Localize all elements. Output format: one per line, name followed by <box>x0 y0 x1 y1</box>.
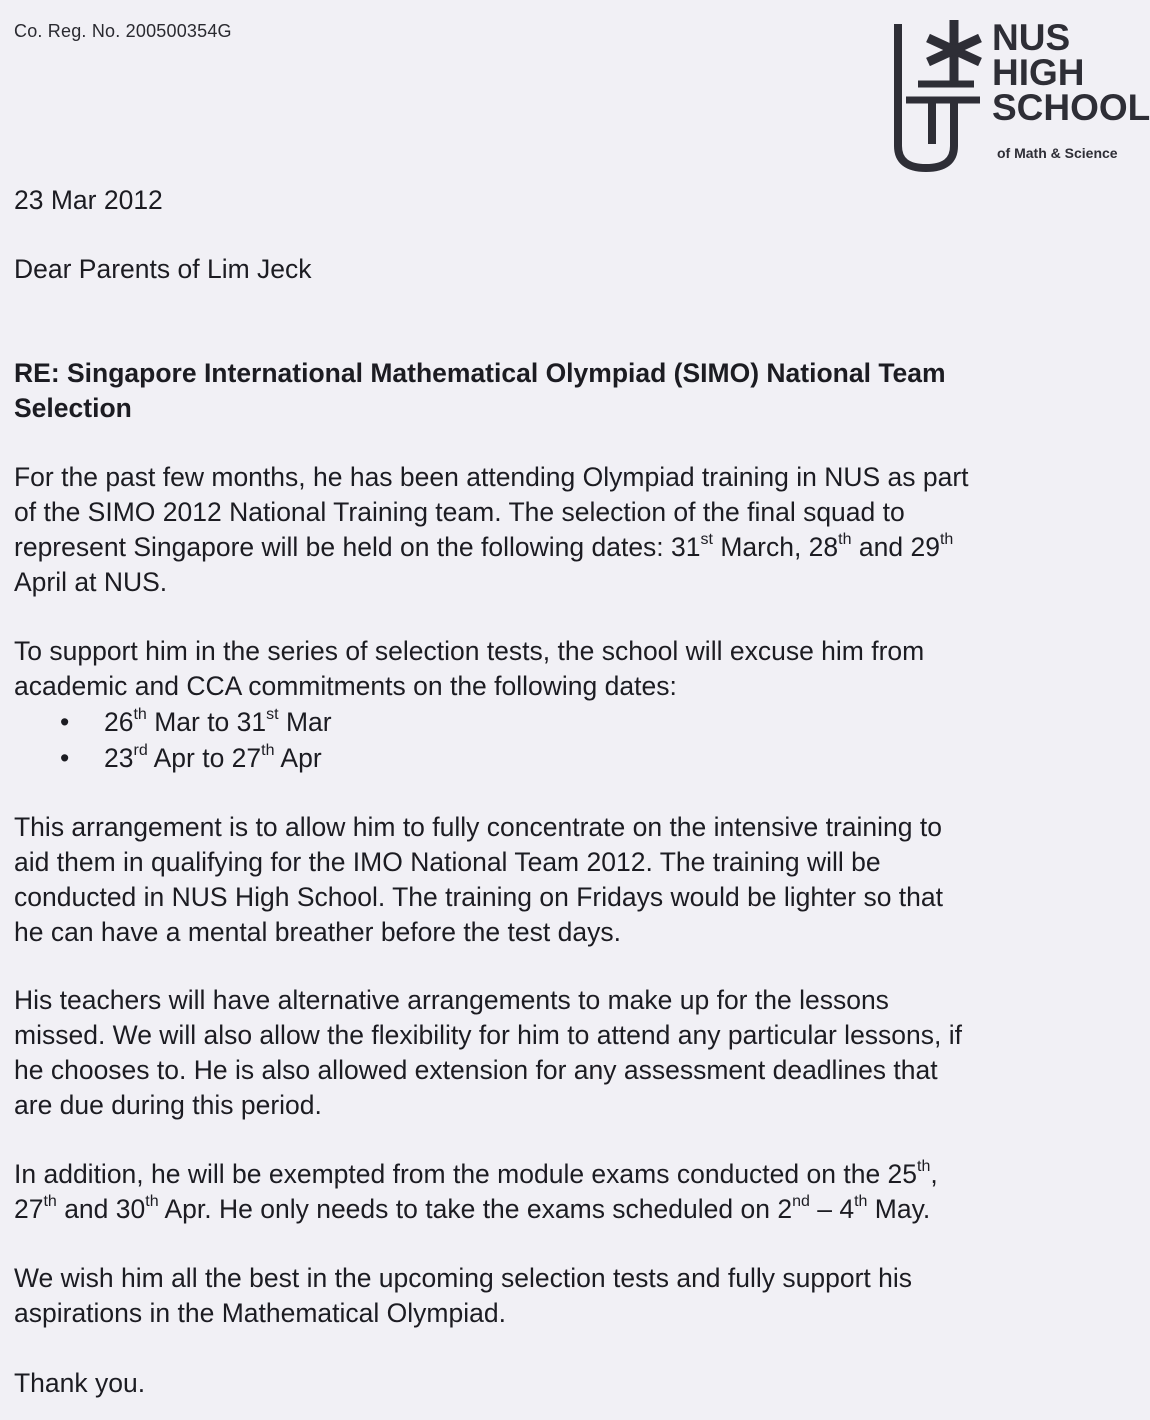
ordinal-suffix: th <box>939 531 954 549</box>
paragraph-line: To support him in the series of selection tests, the school will excuse him from <box>14 636 925 666</box>
logo-line-nus: NUS <box>992 17 1071 58</box>
logo-subtitle: of Math & Science <box>997 145 1118 161</box>
logo-wordmark <box>992 17 1150 128</box>
subject-heading <box>14 356 946 426</box>
paragraph-line: aspirations in the Mathematical Olympiad. <box>14 1298 506 1328</box>
ordinal-suffix: st <box>266 706 279 724</box>
paragraph-line: missed. We will also allow the flexibility for him to attend any particular lessons, if <box>14 1020 963 1050</box>
bullet-icon: • <box>60 743 70 773</box>
text-run: March, 28 <box>712 532 839 562</box>
ordinal-suffix: th <box>838 531 852 549</box>
text-run: In addition, he will be exempted from the module exams conducted on the 25 <box>14 1159 918 1189</box>
ordinal-suffix: th <box>854 1193 868 1211</box>
paragraph-line <box>14 530 969 565</box>
text-run: and 30 <box>56 1194 146 1224</box>
text-run: Mar to 31 <box>146 707 267 737</box>
list-item <box>60 704 332 740</box>
paragraph-teachers <box>14 983 962 1123</box>
subject-line-1: RE: Singapore International Mathematical Olympiad (SIMO) National Team <box>14 358 946 388</box>
paragraph-line: aid them in qualifying for the IMO National Team 2012. The training will be <box>14 847 881 877</box>
logo-line-school: SCHOOL <box>992 87 1150 128</box>
ordinal-suffix: th <box>917 1158 931 1176</box>
ordinal-suffix: th <box>261 742 275 760</box>
ordinal-suffix: th <box>43 1193 57 1211</box>
text-run: Apr to 27 <box>147 743 262 773</box>
salutation: Dear Parents of Lim Jeck <box>14 254 312 284</box>
paragraph-line: of the SIMO 2012 National Training team. The selection of the final squad to <box>14 497 905 527</box>
text-run: , <box>930 1159 938 1189</box>
list-item <box>60 740 332 776</box>
ordinal-suffix: rd <box>133 742 148 760</box>
logo-line-high: HIGH <box>992 52 1085 93</box>
text-run: May. <box>867 1194 931 1224</box>
paragraph-line <box>14 1192 938 1227</box>
ordinal-suffix: nd <box>792 1193 810 1211</box>
paragraph-exemption <box>14 1157 938 1227</box>
school-logo <box>888 14 1150 164</box>
paragraph-line: This arrangement is to allow him to fully concentrate on the intensive training to <box>14 812 942 842</box>
bullet-icon: • <box>60 707 70 737</box>
ordinal-suffix: st <box>700 531 713 549</box>
text-run: – 4 <box>809 1194 855 1224</box>
paragraph-arrangement <box>14 810 943 950</box>
paragraph-line <box>14 1157 938 1192</box>
paragraph-line: His teachers will have alternative arrangements to make up for the lessons <box>14 985 889 1015</box>
paragraph-training <box>14 460 969 600</box>
text-run: and 29 <box>851 532 940 562</box>
paragraph-wishes <box>14 1261 912 1331</box>
paragraph-line: are due during this period. <box>14 1090 322 1120</box>
text-run: represent Singapore will be held on the following dates: 31 <box>14 532 701 562</box>
ordinal-suffix: th <box>145 1193 159 1211</box>
closing-line: Thank you. <box>14 1368 146 1398</box>
paragraph-line: For the past few months, he has been attending Olympiad training in NUS as part <box>14 462 969 492</box>
excused-dates-list <box>60 704 332 776</box>
paragraph-line: he chooses to. He is also allowed extension for any assessment deadlines that <box>14 1055 938 1085</box>
paragraph-line: We wish him all the best in the upcoming selection tests and fully support his <box>14 1263 913 1293</box>
subject-line-2: Selection <box>14 393 132 423</box>
paragraph-support <box>14 634 924 704</box>
letter-date: 23 Mar 2012 <box>14 185 163 215</box>
ordinal-suffix: th <box>133 706 147 724</box>
paragraph-line: academic and CCA commitments on the following dates: <box>14 671 677 701</box>
text-run: Apr <box>274 743 322 773</box>
nus-high-emblem-icon <box>892 18 992 168</box>
text-run: 27 <box>14 1194 44 1224</box>
text-run: 26 <box>104 707 134 737</box>
paragraph-line: he can have a mental breather before the test days. <box>14 917 621 947</box>
paragraph-line: conducted in NUS High School. The training on Fridays would be lighter so that <box>14 882 944 912</box>
company-registration-number: Co. Reg. No. 200500354G <box>14 21 232 41</box>
text-run: 23 <box>104 743 134 773</box>
text-run: Mar <box>278 707 332 737</box>
paragraph-line: April at NUS. <box>14 567 168 597</box>
text-run: Apr. He only needs to take the exams scheduled on 2 <box>158 1194 793 1224</box>
